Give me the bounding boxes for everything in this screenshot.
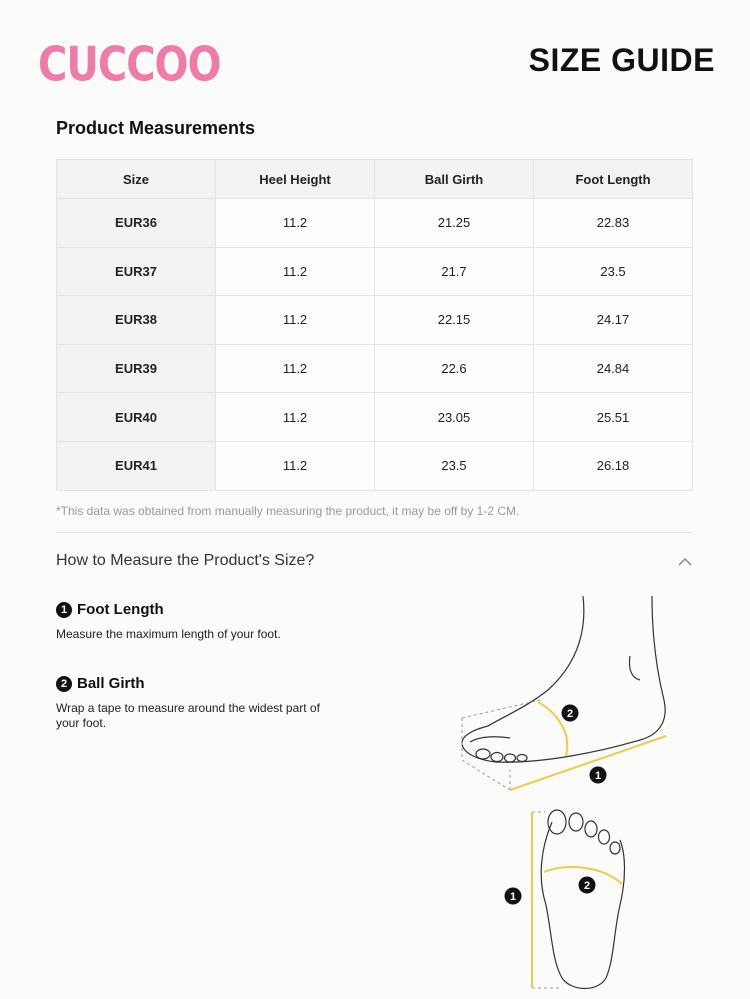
badge-label: 1 (509, 891, 517, 903)
table-cell: 11.2 (216, 441, 375, 490)
table-cell: 11.2 (216, 393, 375, 442)
table-cell: 21.25 (375, 199, 534, 248)
measurement-guides (462, 700, 560, 988)
diagram-badges (505, 705, 607, 905)
section-title: Product Measurements (56, 118, 256, 138)
step-title: Ball Girth (77, 675, 145, 692)
table-cell: 23.5 (534, 247, 693, 296)
table-cell: 22.83 (534, 199, 693, 248)
table-cell: 11.2 (216, 247, 375, 296)
table-cell: 21.7 (375, 247, 534, 296)
table-cell: 26.18 (534, 441, 693, 490)
column-header: Ball Girth (375, 160, 534, 199)
size-cell: EUR41 (57, 441, 216, 490)
table-cell: 11.2 (216, 296, 375, 345)
size-cell: EUR40 (57, 393, 216, 442)
table-cell: 11.2 (216, 199, 375, 248)
step-title: Foot Length (77, 601, 164, 618)
size-cell: EUR36 (57, 199, 216, 248)
step-description: Measure the maximum length of your foot. (56, 627, 281, 641)
size-cell: EUR39 (57, 344, 216, 393)
step-number-badge: 2 (56, 676, 72, 692)
side-foot-diagram-icon (462, 596, 665, 762)
badge-label: 2 (566, 708, 574, 720)
table-cell: 23.05 (375, 393, 534, 442)
table-cell: 22.6 (375, 344, 534, 393)
table-cell: 22.15 (375, 296, 534, 345)
table-cell: 24.84 (534, 344, 693, 393)
badge-label: 1 (594, 770, 602, 782)
step-description-line: Wrap a tape to measure around the widest part of (56, 701, 320, 715)
accent-guides (510, 702, 666, 988)
column-header: Size (57, 160, 216, 199)
badge-label: 2 (583, 880, 591, 892)
step-description-line: your foot. (56, 716, 107, 730)
step-number-badge: 1 (56, 602, 72, 618)
size-cell: EUR37 (57, 247, 216, 296)
table-cell: 11.2 (216, 344, 375, 393)
column-header: Heel Height (216, 160, 375, 199)
page-title: SIZE GUIDE (528, 42, 715, 78)
top-foot-diagram-icon (541, 810, 624, 989)
table-cell: 25.51 (534, 393, 693, 442)
brand-logo: CUCCOO (38, 38, 221, 93)
howto-heading[interactable]: How to Measure the Product's Size? (56, 552, 315, 569)
table-cell: 23.5 (375, 441, 534, 490)
measurement-note: *This data was obtained from manually measuring the product, it may be off by 1-2 CM. (56, 504, 520, 518)
size-cell: EUR38 (57, 296, 216, 345)
table-cell: 24.17 (534, 296, 693, 345)
column-header: Foot Length (534, 160, 693, 199)
